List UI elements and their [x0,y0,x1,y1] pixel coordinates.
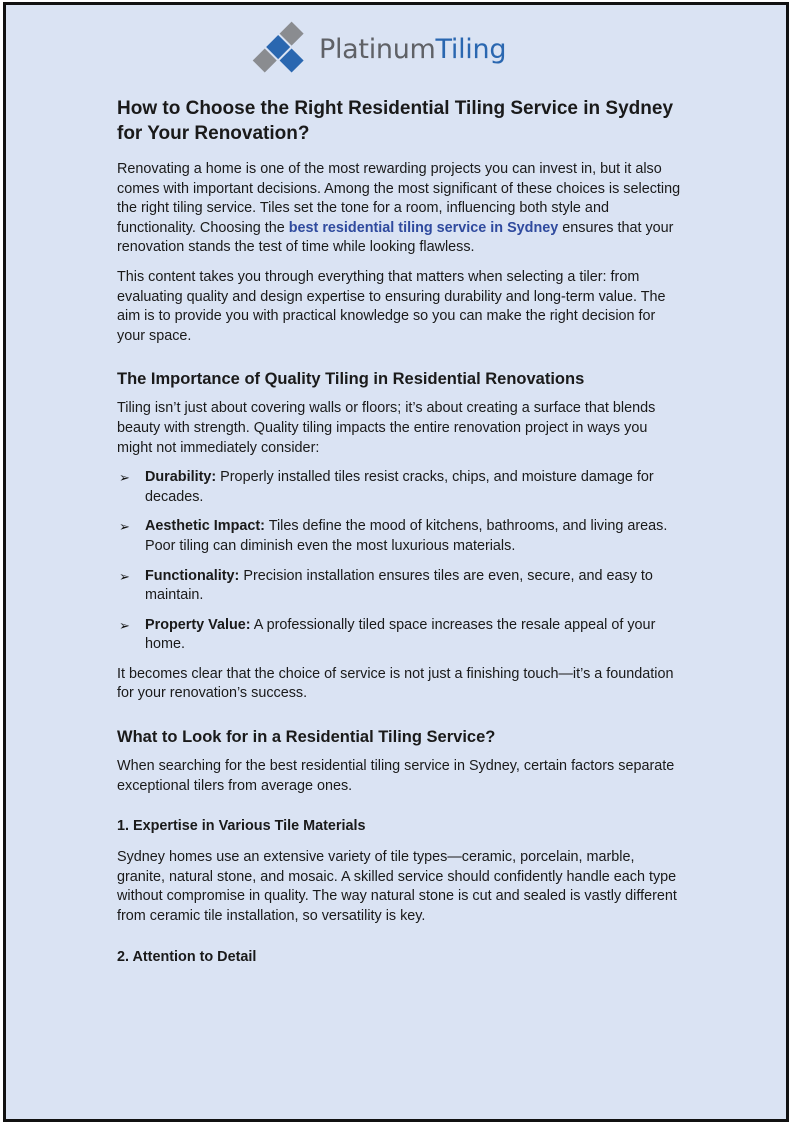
arrow-bullet-icon: ➢ [119,568,130,584]
list-item [117,616,682,655]
list-item-term: Functionality: [145,567,240,584]
tile-diamonds-icon [246,18,316,86]
list-item [117,468,682,507]
intro-text-after: ensures that your renovation stands the test of time while looking flawless. [117,219,674,256]
arrow-bullet-icon: ➢ [119,617,130,633]
intro-paragraph [117,160,682,258]
list-item-term: Property Value: [145,616,251,633]
intro-paragraph-2: This content takes you through everything that matters when selecting a tiler: from evaluating quality and design expertise to ensuring durability and long-term value. The aim is to provide you with practical knowledge so you can make the right decision for your space. [117,268,666,344]
brand-logo [246,18,536,86]
list-item-text: Properly installed tiles resist cracks, chips, and moisture damage for decades. [145,469,654,505]
section-closing: It becomes clear that the choice of service is not just a finishing touch—it’s a foundation for your renovation’s success. [117,665,674,702]
list-item-text: A professionally tiled space increases the resale appeal of your home. [145,616,656,653]
list-item-term: Aesthetic Impact: [145,518,265,535]
article-title: How to Choose the Right Residential Tiling Service in Sydney for Your Renovation? [117,98,674,144]
list-item-text: Precision installation ensures tiles are even, secure, and easy to maintain. [145,567,653,604]
service-link[interactable]: best residential tiling service in Sydney [288,219,559,236]
subheading-attention: 2. Attention to Detail [117,948,257,965]
arrow-bullet-icon: ➢ [119,470,130,486]
arrow-bullet-icon: ➢ [119,519,130,535]
list-item-text: Tiles define the mood of kitchens, bathrooms, and living areas. Poor tiling can diminish even the most luxurious materials. [145,518,668,554]
benefit-list [117,468,682,655]
brand-wordmark [319,32,506,68]
article-body [117,96,682,979]
intro-text-before: Renovating a home is one of the most rewarding projects you can invest in, but it also comes with important decisions. Among the most significant of these choices is selecting the right tiling service. Tiles set the tone for a room, influencing both style and functionality. Choosing the [117,161,681,236]
section-heading-what-to-look-for: What to Look for in a Residential Tiling Service? [117,728,496,747]
expertise-paragraph: Sydney homes use an extensive variety of tile types—ceramic, porcelain, marble, granite, natural stone, and mosaic. A skilled service should confidently handle each type without compromise in quality. The way natural stone is cut and sealed is vastly different from ceramic tile installation, so versatility is key. [117,849,677,925]
section-lead: Tiling isn’t just about covering walls or floors; it’s about creating a surface that blends beauty with strength. Quality tiling impacts the entire renovation project in ways you might not immediately consider: [117,400,656,456]
brand-word-1: Platinum [319,34,436,65]
section-heading-importance: The Importance of Quality Tiling in Residential Renovations [117,370,585,389]
brand-word-2: Tiling [435,34,507,65]
list-item [117,567,682,606]
list-item-term: Durability: [145,469,217,486]
list-item [117,517,682,556]
subheading-expertise: 1. Expertise in Various Tile Materials [117,818,366,835]
section-lead: When searching for the best residential tiling service in Sydney, certain factors separate exceptional tilers from average ones. [117,758,675,794]
